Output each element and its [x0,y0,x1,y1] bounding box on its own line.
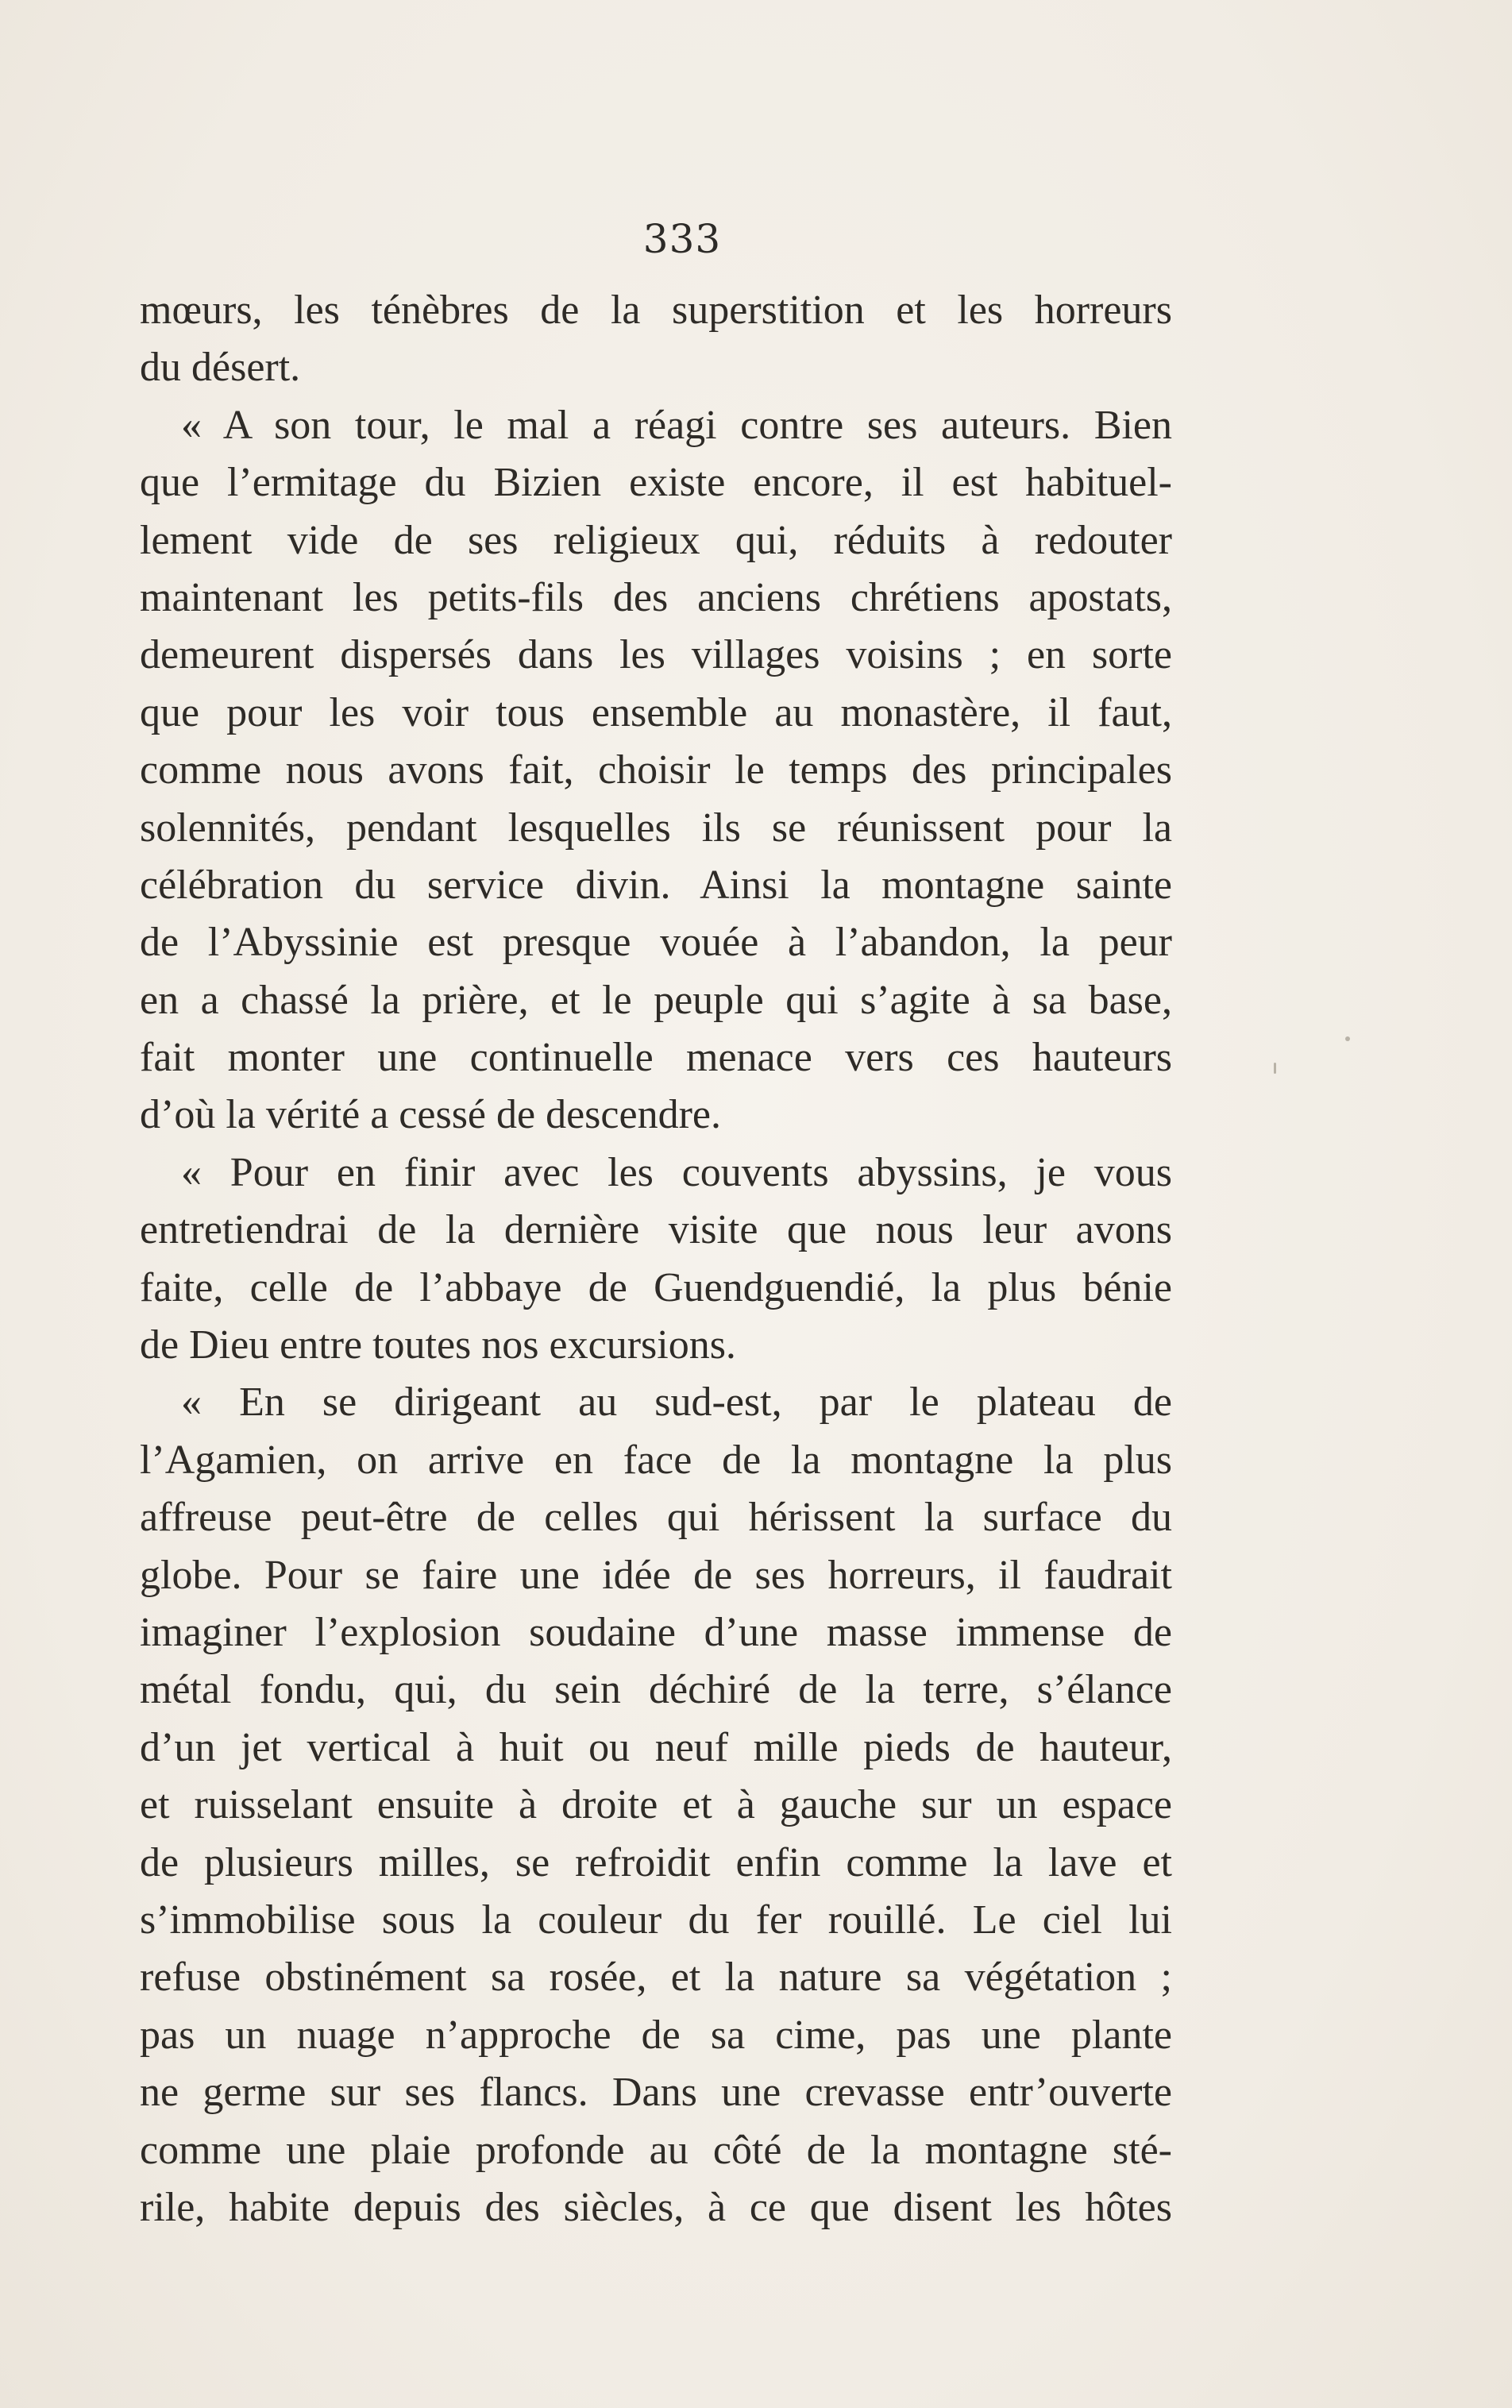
text-line: maintenant les petits-fils des anciens chrétiens apostats, [140,574,1172,620]
text-line: de Dieu entre toutes nos excursions. [140,1322,736,1368]
text-line: métal fondu, qui, du sein déchiré de la terre, s’élance [140,1667,1172,1713]
page-number: 333 [642,216,722,262]
text-line: mœurs, les ténèbres de la superstition et les horreurs [140,287,1172,333]
text-line: lement vide de ses religieux qui, réduits à redouter [140,517,1172,563]
text-line: ne germe sur ses flancs. Dans une crevasse entr’ouverte [140,2070,1172,2116]
text-line: rile, habite depuis des siècles, à ce que disent les hôtes [140,2184,1172,2230]
text-line: faite, celle de l’abbaye de Guendguendié, la plus bénie [140,1264,1172,1310]
text-line: « Pour en finir avec les couvents abyssins, je vous [181,1149,1172,1195]
text-line: globe. Pour se faire une idée de ses horreurs, il faudrait [140,1552,1172,1598]
text-line: comme nous avons fait, choisir le temps des principales [140,747,1172,793]
text-line: imaginer l’explosion soudaine d’une masse immense de [140,1609,1172,1655]
text-line: d’un jet vertical à huit ou neuf mille pieds de hauteur, [140,1724,1172,1770]
text-line: et ruisselant ensuite à droite et à gauche sur un espace [140,1782,1172,1828]
text-line: pas un nuage n’approche de sa cime, pas une plante [140,2012,1172,2058]
text-line: célébration du service divin. Ainsi la montagne sainte [140,862,1172,908]
text-line: en a chassé la prière, et le peuple qui s’agite à sa base, [140,977,1172,1023]
text-line: affreuse peut-être de celles qui hérissent la surface du [140,1495,1172,1541]
text-line: « En se dirigeant au sud-est, par le plateau de [181,1380,1172,1426]
text-line: refuse obstinément sa rosée, et la nature sa végétation ; [140,1955,1172,2001]
body-text [140,282,1172,2236]
text-line: comme une plaie profonde au côté de la montagne sté- [140,2127,1172,2173]
text-line: l’Agamien, on arrive en face de la montagne la plus [140,1437,1172,1483]
text-line: de l’Abyssinie est presque vouée à l’abandon, la peur [140,920,1172,966]
text-line: demeurent dispersés dans les villages voisins ; en sorte [140,632,1172,678]
text-line: solennités, pendant lesquelles ils se réunissent pour la [140,805,1172,851]
text-line: d’où la vérité a cessé de descendre. [140,1092,721,1138]
text-line: fait monter une continuelle menace vers ces hauteurs [140,1035,1172,1081]
text-line: « A son tour, le mal a réagi contre ses auteurs. Bien [181,402,1172,448]
text-line: s’immobilise sous la couleur du fer rouillé. Le ciel lui [140,1897,1172,1943]
text-line: que l’ermitage du Bizien existe encore, il est habituel- [140,460,1172,506]
text-line: entretiendrai de la dernière visite que nous leur avons [140,1207,1172,1253]
paper-speck [1345,1036,1350,1041]
text-line: de plusieurs milles, se refroidit enfin comme la lave et [140,1839,1172,1885]
paper-speck [1274,1063,1276,1074]
text-line: que pour les voir tous ensemble au monastère, il faut, [140,689,1172,735]
text-line: du désert. [140,345,301,391]
